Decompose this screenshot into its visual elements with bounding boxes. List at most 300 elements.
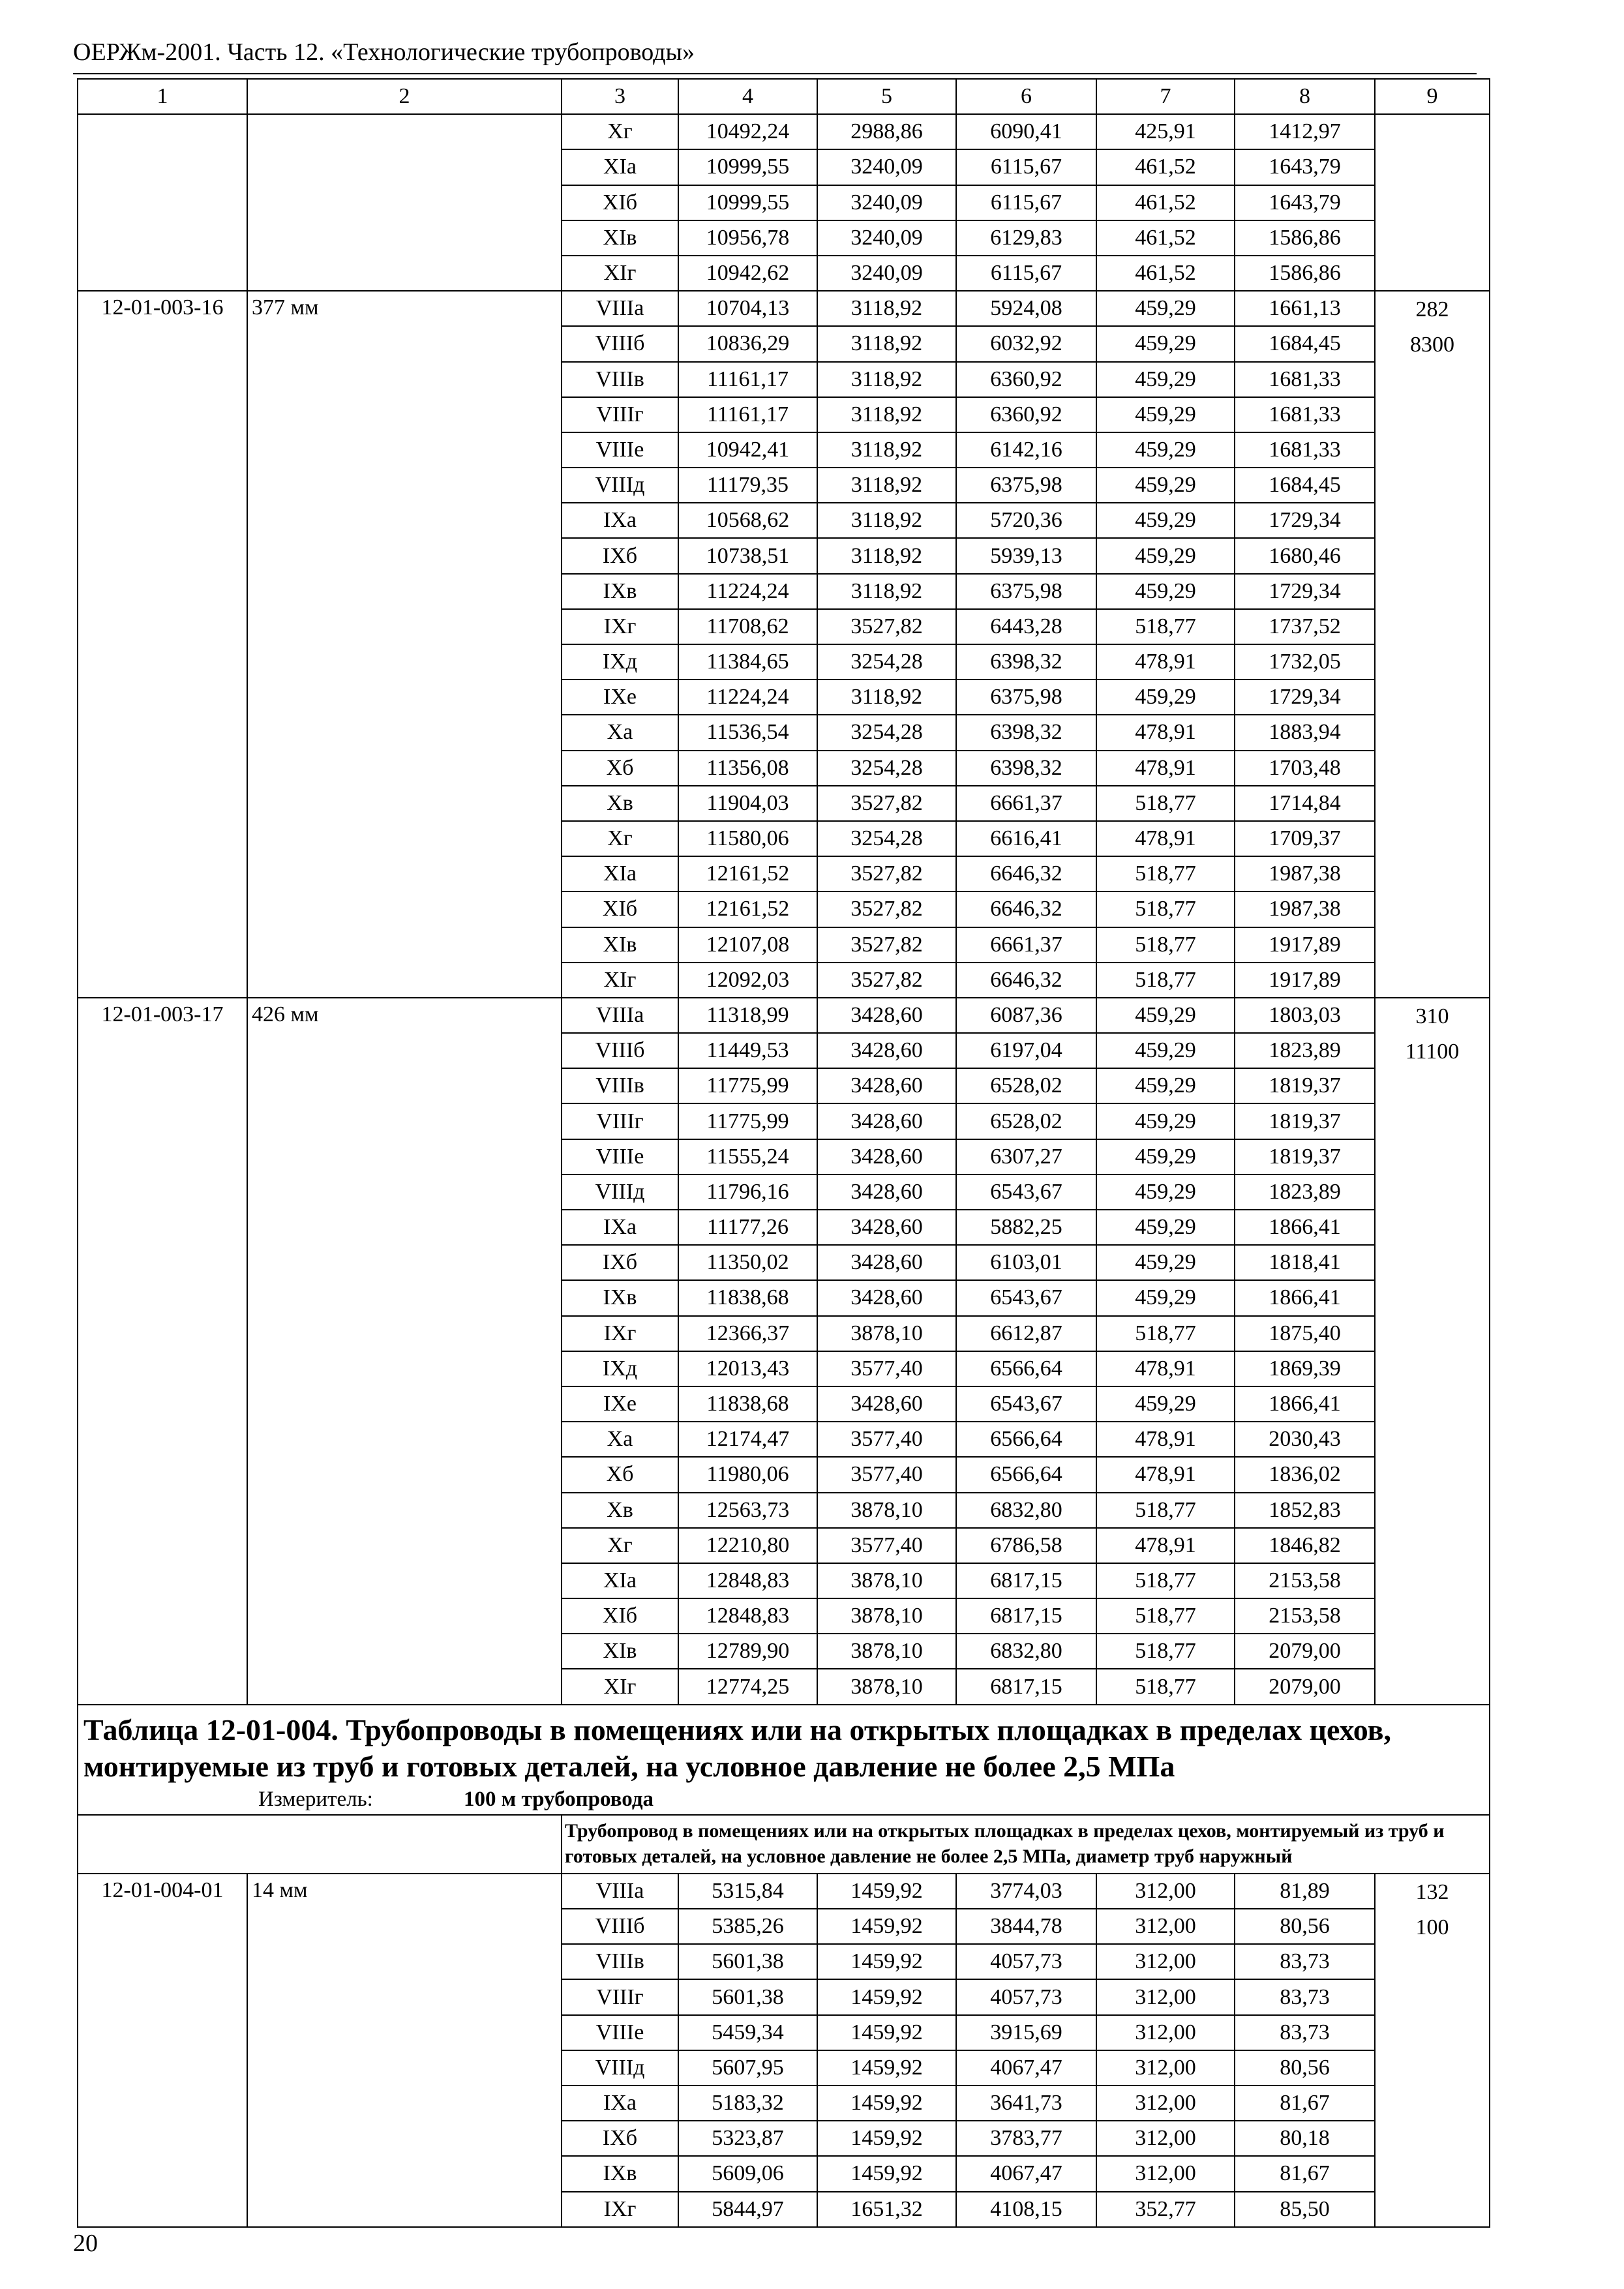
value-cell: 5607,95 <box>678 2050 817 2086</box>
resource-cell <box>1375 1874 1490 2227</box>
value-cell: 6566,64 <box>956 1351 1096 1386</box>
rate-code: 12-01-004-01 <box>78 1874 247 2227</box>
value-cell: 3240,09 <box>817 185 956 220</box>
value-cell: 1643,79 <box>1235 185 1375 220</box>
column-number: 9 <box>1375 79 1490 114</box>
value-cell: 1459,92 <box>817 2156 956 2191</box>
table-title-cell <box>78 1705 1490 1815</box>
column-number: 6 <box>956 79 1096 114</box>
value-cell: 518,77 <box>1096 856 1235 891</box>
value-cell: 10568,62 <box>678 503 817 538</box>
value-cell: 3118,92 <box>817 326 956 361</box>
resource-value: 8300 <box>1410 333 1454 357</box>
value-cell: 461,52 <box>1096 185 1235 220</box>
rate-code <box>78 114 247 291</box>
zone-cell: VIIIд <box>562 1174 678 1210</box>
value-cell: 11838,68 <box>678 1280 817 1315</box>
value-cell: 3577,40 <box>817 1422 956 1457</box>
value-cell: 2079,00 <box>1235 1634 1375 1669</box>
value-cell: 12848,83 <box>678 1598 817 1634</box>
value-cell: 83,73 <box>1235 1979 1375 2014</box>
resource-value: 310 <box>1415 1004 1449 1028</box>
zone-cell: IXа <box>562 503 678 538</box>
value-cell: 5939,13 <box>956 538 1096 573</box>
zone-cell: XIг <box>562 256 678 291</box>
value-cell: 11384,65 <box>678 644 817 680</box>
value-cell: 6398,32 <box>956 715 1096 750</box>
value-cell: 1459,92 <box>817 2086 956 2121</box>
value-cell: 6103,01 <box>956 1245 1096 1280</box>
zone-cell: IXа <box>562 1210 678 1245</box>
value-cell: 2153,58 <box>1235 1563 1375 1598</box>
value-cell: 3915,69 <box>956 2015 1096 2050</box>
value-cell: 1709,37 <box>1235 821 1375 856</box>
value-cell: 80,18 <box>1235 2121 1375 2156</box>
value-cell: 11318,99 <box>678 998 817 1033</box>
value-cell: 3878,10 <box>817 1493 956 1528</box>
zone-cell: XIв <box>562 927 678 963</box>
zone-cell: Xб <box>562 1457 678 1492</box>
column-number: 8 <box>1235 79 1375 114</box>
value-cell: 3577,40 <box>817 1351 956 1386</box>
resource-value: 100 <box>1415 1915 1449 1939</box>
value-cell: 1866,41 <box>1235 1386 1375 1422</box>
value-cell: 10956,78 <box>678 220 817 256</box>
pipe-diameter: 426 мм <box>247 998 562 1705</box>
zone-cell: VIIIг <box>562 397 678 432</box>
value-cell: 6398,32 <box>956 751 1096 786</box>
value-cell: 11775,99 <box>678 1068 817 1103</box>
value-cell: 1681,33 <box>1235 362 1375 397</box>
table-row <box>78 998 1490 1033</box>
resource-value: 11100 <box>1405 1039 1460 1064</box>
value-cell: 2079,00 <box>1235 1669 1375 1704</box>
rate-code: 12-01-003-16 <box>78 291 247 998</box>
value-cell: 312,00 <box>1096 2050 1235 2086</box>
zone-cell: IXб <box>562 538 678 573</box>
value-cell: 5183,32 <box>678 2086 817 2121</box>
value-cell: 6543,67 <box>956 1280 1096 1315</box>
value-cell: 3878,10 <box>817 1634 956 1669</box>
value-cell: 3783,77 <box>956 2121 1096 2156</box>
value-cell: 6646,32 <box>956 856 1096 891</box>
header-rule <box>73 73 1477 74</box>
value-cell: 518,77 <box>1096 609 1235 644</box>
value-cell: 478,91 <box>1096 1457 1235 1492</box>
value-cell: 11161,17 <box>678 362 817 397</box>
value-cell: 1732,05 <box>1235 644 1375 680</box>
value-cell: 3844,78 <box>956 1909 1096 1944</box>
value-cell: 518,77 <box>1096 891 1235 927</box>
value-cell: 5323,87 <box>678 2121 817 2156</box>
value-cell: 478,91 <box>1096 751 1235 786</box>
value-cell: 1818,41 <box>1235 1245 1375 1280</box>
value-cell: 4108,15 <box>956 2192 1096 2227</box>
value-cell: 11350,02 <box>678 1245 817 1280</box>
value-cell: 6129,83 <box>956 220 1096 256</box>
zone-cell: VIIIб <box>562 1033 678 1068</box>
value-cell: 4057,73 <box>956 1944 1096 1979</box>
value-cell: 459,29 <box>1096 1068 1235 1103</box>
value-cell: 11775,99 <box>678 1103 817 1139</box>
value-cell: 3428,60 <box>817 1280 956 1315</box>
value-cell: 6543,67 <box>956 1174 1096 1210</box>
value-cell: 1729,34 <box>1235 503 1375 538</box>
zone-cell: IXг <box>562 1316 678 1351</box>
value-cell: 11536,54 <box>678 715 817 750</box>
rate-code: 12-01-003-17 <box>78 998 247 1705</box>
value-cell: 1651,32 <box>817 2192 956 2227</box>
value-cell: 6115,67 <box>956 149 1096 185</box>
value-cell: 3118,92 <box>817 432 956 468</box>
value-cell: 5315,84 <box>678 1874 817 1909</box>
value-cell: 518,77 <box>1096 1669 1235 1704</box>
value-cell: 85,50 <box>1235 2192 1375 2227</box>
value-cell: 5882,25 <box>956 1210 1096 1245</box>
value-cell: 11224,24 <box>678 574 817 609</box>
zone-cell: IXг <box>562 2192 678 2227</box>
resource-cell <box>1375 114 1490 291</box>
value-cell: 1643,79 <box>1235 149 1375 185</box>
value-cell: 81,89 <box>1235 1874 1375 1909</box>
value-cell: 459,29 <box>1096 574 1235 609</box>
value-cell: 459,29 <box>1096 362 1235 397</box>
value-cell: 352,77 <box>1096 2192 1235 2227</box>
value-cell: 461,52 <box>1096 220 1235 256</box>
value-cell: 6528,02 <box>956 1103 1096 1139</box>
value-cell: 6375,98 <box>956 680 1096 715</box>
value-cell: 1661,13 <box>1235 291 1375 326</box>
value-cell: 12092,03 <box>678 963 817 998</box>
value-cell: 6566,64 <box>956 1457 1096 1492</box>
zone-cell: XIа <box>562 856 678 891</box>
pipe-diameter: 377 мм <box>247 291 562 998</box>
column-number: 3 <box>562 79 678 114</box>
zone-cell: VIIIа <box>562 1874 678 1909</box>
value-cell: 3118,92 <box>817 397 956 432</box>
value-cell: 3878,10 <box>817 1598 956 1634</box>
column-number: 1 <box>78 79 247 114</box>
value-cell: 518,77 <box>1096 1316 1235 1351</box>
value-cell: 3118,92 <box>817 362 956 397</box>
value-cell: 1869,39 <box>1235 1351 1375 1386</box>
value-cell: 1680,46 <box>1235 538 1375 573</box>
value-cell: 6661,37 <box>956 927 1096 963</box>
zone-cell: VIIIб <box>562 326 678 361</box>
value-cell: 478,91 <box>1096 1528 1235 1563</box>
value-cell: 6115,67 <box>956 256 1096 291</box>
value-cell: 1819,37 <box>1235 1139 1375 1174</box>
value-cell: 3641,73 <box>956 2086 1096 2121</box>
value-cell: 518,77 <box>1096 786 1235 821</box>
value-cell: 3577,40 <box>817 1457 956 1492</box>
value-cell: 6375,98 <box>956 574 1096 609</box>
value-cell: 1819,37 <box>1235 1068 1375 1103</box>
value-cell: 478,91 <box>1096 821 1235 856</box>
value-cell: 478,91 <box>1096 715 1235 750</box>
resource-cell <box>1375 291 1490 998</box>
value-cell: 11161,17 <box>678 397 817 432</box>
zone-cell: VIIIд <box>562 2050 678 2086</box>
value-cell: 459,29 <box>1096 468 1235 503</box>
zone-cell: VIIIб <box>562 1909 678 1944</box>
value-cell: 459,29 <box>1096 1139 1235 1174</box>
zone-cell: VIIIг <box>562 1979 678 2014</box>
value-cell: 11580,06 <box>678 821 817 856</box>
value-cell: 3118,92 <box>817 680 956 715</box>
value-cell: 1459,92 <box>817 1979 956 2014</box>
value-cell: 6528,02 <box>956 1068 1096 1103</box>
value-cell: 83,73 <box>1235 2015 1375 2050</box>
value-cell: 1737,52 <box>1235 609 1375 644</box>
zone-cell: VIIIе <box>562 432 678 468</box>
value-cell: 461,52 <box>1096 256 1235 291</box>
value-cell: 80,56 <box>1235 2050 1375 2086</box>
description-text: Трубопровод в помещениях или на открытых площадках в пределах цехов, монтируемый из труб и готовых деталей, на условное давление не более 2,5 МПа, диаметр труб наружный <box>562 1815 1490 1874</box>
zone-cell: VIIIа <box>562 998 678 1033</box>
value-cell: 6032,92 <box>956 326 1096 361</box>
column-number: 4 <box>678 79 817 114</box>
price-table <box>77 78 1490 2228</box>
zone-cell: VIIIг <box>562 1103 678 1139</box>
zone-cell: Xв <box>562 1493 678 1528</box>
table-row <box>78 1874 1490 1909</box>
value-cell: 5459,34 <box>678 2015 817 2050</box>
zone-cell: XIг <box>562 963 678 998</box>
value-cell: 1875,40 <box>1235 1316 1375 1351</box>
value-cell: 3240,09 <box>817 149 956 185</box>
value-cell: 11904,03 <box>678 786 817 821</box>
value-cell: 461,52 <box>1096 149 1235 185</box>
value-cell: 12174,47 <box>678 1422 817 1457</box>
value-cell: 312,00 <box>1096 2015 1235 2050</box>
value-cell: 3527,82 <box>817 609 956 644</box>
value-cell: 10836,29 <box>678 326 817 361</box>
value-cell: 6360,92 <box>956 362 1096 397</box>
value-cell: 3118,92 <box>817 291 956 326</box>
value-cell: 3428,60 <box>817 1033 956 1068</box>
value-cell: 10999,55 <box>678 185 817 220</box>
value-cell: 3428,60 <box>817 1174 956 1210</box>
value-cell: 12848,83 <box>678 1563 817 1598</box>
value-cell: 12161,52 <box>678 891 817 927</box>
value-cell: 10704,13 <box>678 291 817 326</box>
value-cell: 1987,38 <box>1235 891 1375 927</box>
value-cell: 11449,53 <box>678 1033 817 1068</box>
zone-cell: VIIIе <box>562 2015 678 2050</box>
value-cell: 1459,92 <box>817 1909 956 1944</box>
zone-cell: Xг <box>562 1528 678 1563</box>
value-cell: 1459,92 <box>817 2121 956 2156</box>
zone-cell: Xб <box>562 751 678 786</box>
value-cell: 11980,06 <box>678 1457 817 1492</box>
value-cell: 3240,09 <box>817 220 956 256</box>
value-cell: 3240,09 <box>817 256 956 291</box>
value-cell: 459,29 <box>1096 503 1235 538</box>
description-spacer <box>78 1815 562 1874</box>
value-cell: 1459,92 <box>817 1944 956 1979</box>
measure-line <box>83 1789 1484 1810</box>
value-cell: 312,00 <box>1096 1874 1235 1909</box>
value-cell: 1586,86 <box>1235 256 1375 291</box>
value-cell: 3577,40 <box>817 1528 956 1563</box>
zone-cell: XIб <box>562 891 678 927</box>
value-cell: 6360,92 <box>956 397 1096 432</box>
value-cell: 10492,24 <box>678 114 817 149</box>
value-cell: 1836,02 <box>1235 1457 1375 1492</box>
value-cell: 6307,27 <box>956 1139 1096 1174</box>
value-cell: 5844,97 <box>678 2192 817 2227</box>
column-number-row <box>78 79 1490 114</box>
value-cell: 459,29 <box>1096 1280 1235 1315</box>
value-cell: 3428,60 <box>817 1245 956 1280</box>
value-cell: 1866,41 <box>1235 1210 1375 1245</box>
value-cell: 459,29 <box>1096 538 1235 573</box>
value-cell: 12013,43 <box>678 1351 817 1386</box>
column-number: 5 <box>817 79 956 114</box>
value-cell: 11224,24 <box>678 680 817 715</box>
value-cell: 1681,33 <box>1235 432 1375 468</box>
value-cell: 3254,28 <box>817 715 956 750</box>
value-cell: 6832,80 <box>956 1493 1096 1528</box>
value-cell: 312,00 <box>1096 2086 1235 2121</box>
value-cell: 1846,82 <box>1235 1528 1375 1563</box>
zone-cell: IXд <box>562 644 678 680</box>
table-row <box>78 114 1490 149</box>
value-cell: 3527,82 <box>817 963 956 998</box>
value-cell: 11796,16 <box>678 1174 817 1210</box>
value-cell: 1729,34 <box>1235 680 1375 715</box>
zone-cell: VIIIв <box>562 362 678 397</box>
value-cell: 312,00 <box>1096 2121 1235 2156</box>
value-cell: 12563,73 <box>678 1493 817 1528</box>
value-cell: 459,29 <box>1096 1210 1235 1245</box>
value-cell: 11708,62 <box>678 609 817 644</box>
value-cell: 2030,43 <box>1235 1422 1375 1457</box>
value-cell: 3118,92 <box>817 468 956 503</box>
value-cell: 4057,73 <box>956 1979 1096 2014</box>
value-cell: 459,29 <box>1096 432 1235 468</box>
value-cell: 3428,60 <box>817 1386 956 1422</box>
value-cell: 1586,86 <box>1235 220 1375 256</box>
value-cell: 3428,60 <box>817 998 956 1033</box>
value-cell: 1852,83 <box>1235 1493 1375 1528</box>
value-cell: 10738,51 <box>678 538 817 573</box>
value-cell: 425,91 <box>1096 114 1235 149</box>
value-cell: 478,91 <box>1096 644 1235 680</box>
value-cell: 3878,10 <box>817 1316 956 1351</box>
value-cell: 3878,10 <box>817 1563 956 1598</box>
zone-cell: IXг <box>562 609 678 644</box>
pipe-diameter: 14 мм <box>247 1874 562 2227</box>
value-cell: 6646,32 <box>956 891 1096 927</box>
value-cell: 6832,80 <box>956 1634 1096 1669</box>
zone-cell: VIIIв <box>562 1068 678 1103</box>
zone-cell: XIа <box>562 1563 678 1598</box>
value-cell: 12161,52 <box>678 856 817 891</box>
value-cell: 312,00 <box>1096 1979 1235 2014</box>
value-cell: 312,00 <box>1096 1944 1235 1979</box>
zone-cell: Xа <box>562 715 678 750</box>
zone-cell: IXе <box>562 1386 678 1422</box>
value-cell: 459,29 <box>1096 1174 1235 1210</box>
value-cell: 459,29 <box>1096 680 1235 715</box>
zone-cell: IXб <box>562 1245 678 1280</box>
zone-cell: XIб <box>562 1598 678 1634</box>
value-cell: 1684,45 <box>1235 468 1375 503</box>
zone-cell: Xг <box>562 821 678 856</box>
value-cell: 5601,38 <box>678 1944 817 1979</box>
value-cell: 6616,41 <box>956 821 1096 856</box>
column-number: 2 <box>247 79 562 114</box>
value-cell: 6646,32 <box>956 963 1096 998</box>
value-cell: 1412,97 <box>1235 114 1375 149</box>
zone-cell: VIIIе <box>562 1139 678 1174</box>
zone-cell: XIв <box>562 220 678 256</box>
value-cell: 312,00 <box>1096 1909 1235 1944</box>
value-cell: 81,67 <box>1235 2086 1375 2121</box>
value-cell: 3527,82 <box>817 786 956 821</box>
page-number: 20 <box>73 2230 98 2257</box>
table-title: Таблица 12-01-004. Трубопроводы в помещениях или на открытых площадках в пределах цехов, монтируемые из труб и готовых деталей, на условное давление не более 2,5 МПа <box>83 1713 1391 1783</box>
value-cell: 3428,60 <box>817 1139 956 1174</box>
value-cell: 3527,82 <box>817 856 956 891</box>
measure-label: Измеритель: <box>258 1787 373 1811</box>
value-cell: 11555,24 <box>678 1139 817 1174</box>
value-cell: 11356,08 <box>678 751 817 786</box>
value-cell: 1703,48 <box>1235 751 1375 786</box>
value-cell: 1459,92 <box>817 1874 956 1909</box>
value-cell: 4067,47 <box>956 2050 1096 2086</box>
value-cell: 2988,86 <box>817 114 956 149</box>
value-cell: 11838,68 <box>678 1386 817 1422</box>
value-cell: 3118,92 <box>817 574 956 609</box>
value-cell: 3428,60 <box>817 1068 956 1103</box>
zone-cell: VIIIа <box>562 291 678 326</box>
value-cell: 6612,87 <box>956 1316 1096 1351</box>
value-cell: 459,29 <box>1096 1033 1235 1068</box>
value-cell: 6817,15 <box>956 1598 1096 1634</box>
value-cell: 3878,10 <box>817 1669 956 1704</box>
zone-cell: Xг <box>562 114 678 149</box>
zone-cell: XIа <box>562 149 678 185</box>
value-cell: 459,29 <box>1096 326 1235 361</box>
zone-cell: VIIIв <box>562 1944 678 1979</box>
price-table-body <box>78 79 1490 2227</box>
value-cell: 1803,03 <box>1235 998 1375 1033</box>
value-cell: 3428,60 <box>817 1103 956 1139</box>
value-cell: 80,56 <box>1235 1909 1375 1944</box>
value-cell: 1681,33 <box>1235 397 1375 432</box>
value-cell: 6817,15 <box>956 1669 1096 1704</box>
resource-cell <box>1375 998 1490 1705</box>
value-cell: 518,77 <box>1096 963 1235 998</box>
value-cell: 1714,84 <box>1235 786 1375 821</box>
value-cell: 5385,26 <box>678 1909 817 1944</box>
value-cell: 10942,41 <box>678 432 817 468</box>
value-cell: 12774,25 <box>678 1669 817 1704</box>
value-cell: 1917,89 <box>1235 927 1375 963</box>
value-cell: 83,73 <box>1235 1944 1375 1979</box>
zone-cell: IXв <box>562 574 678 609</box>
measure-value: 100 м трубопровода <box>464 1787 654 1811</box>
value-cell: 6817,15 <box>956 1563 1096 1598</box>
zone-cell: IXа <box>562 2086 678 2121</box>
value-cell: 459,29 <box>1096 1245 1235 1280</box>
value-cell: 1459,92 <box>817 2050 956 2086</box>
value-cell: 5924,08 <box>956 291 1096 326</box>
value-cell: 6115,67 <box>956 185 1096 220</box>
